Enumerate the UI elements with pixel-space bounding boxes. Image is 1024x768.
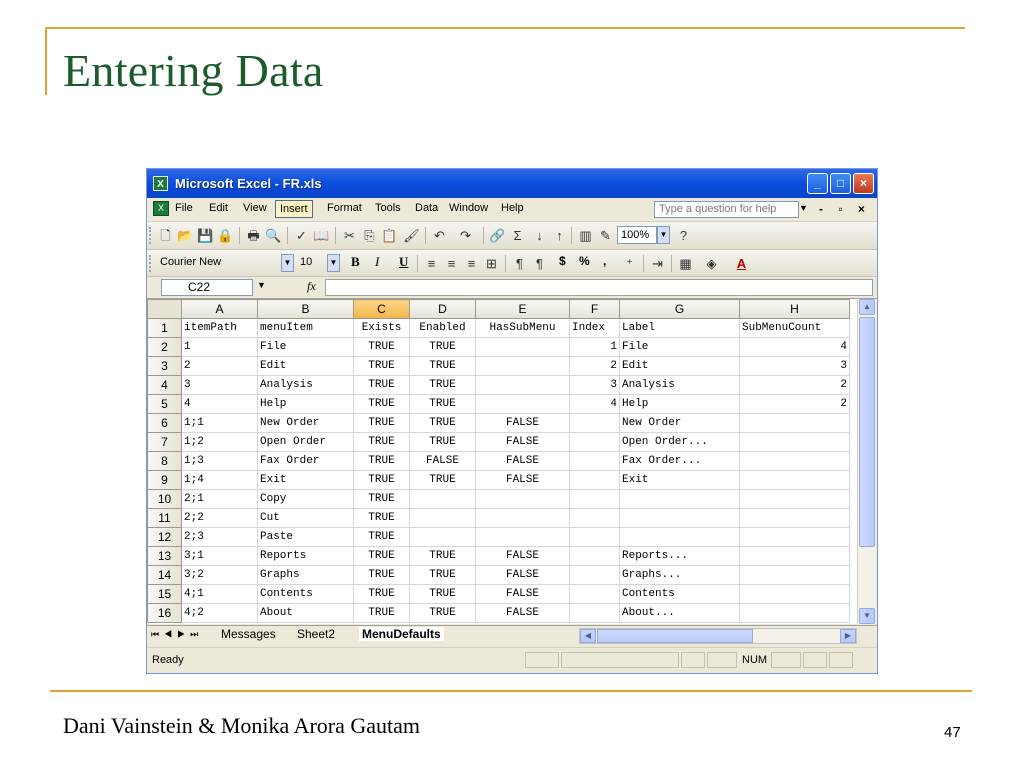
cell-c5[interactable]: TRUE [354,395,410,414]
toolbar-grip[interactable] [149,227,154,244]
scroll-down-icon[interactable]: ▼ [859,608,875,624]
cell-a2[interactable]: 1 [182,338,258,357]
cell-d8[interactable]: FALSE [410,452,476,471]
cell-g10[interactable] [620,490,740,509]
format-painter-icon[interactable]: 🖌 [403,228,420,243]
minimize-button[interactable]: _ [807,173,828,194]
cell-a6[interactable]: 1;1 [182,414,258,433]
cell-c1[interactable]: Exists [354,319,410,338]
sheet-tab-bar [147,625,877,646]
cell-h16[interactable] [740,604,850,623]
cell-b8[interactable]: Fax Order [258,452,354,471]
cell-d2[interactable]: TRUE [410,338,476,357]
cell-f9[interactable] [570,471,620,490]
drawing-icon[interactable]: ✎ [600,228,611,243]
cell-f1[interactable]: Index [570,319,620,338]
column-header-e[interactable]: E [476,300,570,319]
cell-g13[interactable]: Reports... [620,547,740,566]
cell-a3[interactable]: 2 [182,357,258,376]
workbook-window-controls[interactable]: - ▫ × [819,202,871,216]
cell-h1[interactable]: SubMenuCount [740,319,850,338]
cell-d6[interactable]: TRUE [410,414,476,433]
cell-d5[interactable]: TRUE [410,395,476,414]
status-cell [707,652,737,668]
cell-a9[interactable]: 1;4 [182,471,258,490]
cell-g6[interactable]: New Order [620,414,740,433]
status-cell [771,652,801,668]
cell-h12[interactable] [740,528,850,547]
menu-edit[interactable]: Edit [209,202,228,214]
chevron-down-icon[interactable]: ▼ [799,203,808,213]
currency-button[interactable]: $ [559,254,566,268]
cell-h15[interactable] [740,585,850,604]
bold-button[interactable]: B [351,254,360,269]
menu-data[interactable]: Data [415,202,439,214]
cell-d10[interactable] [410,490,476,509]
print-preview-icon[interactable]: 🔍 [265,228,282,243]
cell-a4[interactable]: 3 [182,376,258,395]
cell-d11[interactable] [410,509,476,528]
menu-help[interactable]: Help [501,202,524,214]
status-cell [803,652,827,668]
cell-a15[interactable]: 4;1 [182,585,258,604]
cell-e15[interactable]: FALSE [476,585,570,604]
table-row [148,395,850,414]
cell-e12[interactable] [476,528,570,547]
select-all-corner[interactable] [148,300,182,319]
cell-h7[interactable] [740,433,850,452]
toolbar-separator [287,227,288,244]
cell-d14[interactable]: TRUE [410,566,476,585]
menu-file[interactable]: File [175,202,193,214]
cell-c8[interactable]: TRUE [354,452,410,471]
cell-c14[interactable]: TRUE [354,566,410,585]
cell-d3[interactable]: TRUE [410,357,476,376]
cell-c2[interactable]: TRUE [354,338,410,357]
formatting-toolbar [147,250,877,277]
cell-a16[interactable]: 4;2 [182,604,258,623]
insert-function-icon[interactable]: fx [307,279,316,293]
cell-d16[interactable]: TRUE [410,604,476,623]
cell-e9[interactable]: FALSE [476,471,570,490]
comma-button[interactable]: , [603,254,607,268]
cut-icon[interactable]: ✂ [344,228,355,243]
toolbar-separator [239,227,240,244]
chevron-down-icon[interactable]: ▼ [657,226,670,244]
cell-c9[interactable]: TRUE [354,471,410,490]
cell-b16[interactable]: About [258,604,354,623]
cell-f15[interactable] [570,585,620,604]
cell-e8[interactable]: FALSE [476,452,570,471]
cell-c4[interactable]: TRUE [354,376,410,395]
cell-e5[interactable] [476,395,570,414]
cell-e10[interactable] [476,490,570,509]
cell-c7[interactable]: TRUE [354,433,410,452]
cell-g8[interactable]: Fax Order... [620,452,740,471]
cell-b2[interactable]: File [258,338,354,357]
cell-a8[interactable]: 1;3 [182,452,258,471]
cell-f13[interactable] [570,547,620,566]
cell-g5[interactable]: Help [620,395,740,414]
vertical-scrollbar[interactable] [857,299,876,624]
cell-c12[interactable]: TRUE [354,528,410,547]
permission-icon[interactable]: 🔒 [217,228,234,243]
chevron-down-icon[interactable]: ▼ [327,254,340,272]
table-row [148,490,850,509]
italic-button[interactable]: I [375,254,380,269]
column-header-d[interactable]: D [410,300,476,319]
table-row [148,433,850,452]
cell-a14[interactable]: 3;2 [182,566,258,585]
cell-g3[interactable]: Edit [620,357,740,376]
redo-icon[interactable]: ↷ [460,228,471,243]
fill-color-icon[interactable]: ◈ [706,256,717,271]
cell-g14[interactable]: Graphs... [620,566,740,585]
cell-d12[interactable] [410,528,476,547]
cell-e6[interactable]: FALSE [476,414,570,433]
cell-e1[interactable]: HasSubMenu [476,319,570,338]
table-row [148,338,850,357]
cell-b4[interactable]: Analysis [258,376,354,395]
chevron-down-icon[interactable]: ▼ [281,254,294,272]
cell-f16[interactable] [570,604,620,623]
row-header[interactable]: 5 [148,395,182,414]
align-right-icon[interactable]: ≡ [467,256,476,271]
cell-b5[interactable]: Help [258,395,354,414]
toolbar-separator [643,255,644,272]
table-row [148,604,850,623]
cell-f2[interactable]: 1 [570,338,620,357]
column-header-f[interactable]: F [570,300,620,319]
align-left-icon[interactable]: ≡ [427,256,436,271]
toolbar-grip[interactable] [149,255,154,272]
cell-a11[interactable]: 2;2 [182,509,258,528]
cell-h9[interactable] [740,471,850,490]
table-row [148,376,850,395]
indent-icon[interactable]: ⇥ [652,256,663,271]
cell-f14[interactable] [570,566,620,585]
cell-c6[interactable]: TRUE [354,414,410,433]
tab-sheet2[interactable]: Sheet2 [297,627,336,641]
column-header-a[interactable]: A [182,300,258,319]
cell-c13[interactable]: TRUE [354,547,410,566]
standard-toolbar [147,222,877,250]
workbook-icon[interactable]: X [153,201,169,216]
scroll-left-icon[interactable]: ◀ [580,629,596,643]
help-icon[interactable]: ? [679,228,688,243]
cell-a7[interactable]: 1;2 [182,433,258,452]
new-document-icon[interactable]: 🗋 [160,228,171,243]
cell-b12[interactable]: Paste [258,528,354,547]
rtl-icon[interactable]: ¶ [536,256,543,271]
table-row [148,414,850,433]
worksheet-table [147,299,850,623]
status-num: NUM [742,654,768,666]
zoom-select[interactable]: 100% [617,226,657,244]
column-header-b[interactable]: B [258,300,354,319]
cell-e7[interactable]: FALSE [476,433,570,452]
cell-g1[interactable]: Label [620,319,740,338]
cell-f12[interactable] [570,528,620,547]
table-row [148,509,850,528]
cell-c10[interactable]: TRUE [354,490,410,509]
slide-number: 47 [944,724,961,741]
tab-menudefaults[interactable]: MenuDefaults [359,627,444,641]
column-header-h[interactable]: H [740,300,850,319]
cell-f8[interactable] [570,452,620,471]
cell-g11[interactable] [620,509,740,528]
status-bar [147,647,877,673]
window-title: Microsoft Excel - FR.xls [175,176,322,191]
sort-descending-icon[interactable]: ↑ [556,228,563,243]
table-row [148,566,850,585]
row-header[interactable]: 14 [148,566,182,585]
undo-icon[interactable]: ↶ [434,228,445,243]
menu-tools[interactable]: Tools [375,202,401,214]
cell-f4[interactable]: 3 [570,376,620,395]
cell-g7[interactable]: Open Order... [620,433,740,452]
cell-c16[interactable]: TRUE [354,604,410,623]
cell-d13[interactable]: TRUE [410,547,476,566]
cell-b11[interactable]: Cut [258,509,354,528]
cell-h14[interactable] [740,566,850,585]
hyperlink-icon[interactable]: 🔗 [489,228,506,243]
cell-f3[interactable]: 2 [570,357,620,376]
menu-window[interactable]: Window [449,202,489,214]
table-row [148,547,850,566]
tab-messages[interactable]: Messages [221,627,276,641]
cell-g15[interactable]: Contents [620,585,740,604]
cell-d9[interactable]: TRUE [410,471,476,490]
cell-d15[interactable]: TRUE [410,585,476,604]
cell-f11[interactable] [570,509,620,528]
sort-ascending-icon[interactable]: ↓ [536,228,543,243]
status-cell [681,652,705,668]
column-header-c[interactable]: C [354,300,410,319]
toolbar-separator [425,227,426,244]
title-bar[interactable] [147,169,877,198]
toolbar-separator [483,227,484,244]
row-header[interactable]: 13 [148,547,182,566]
row-header[interactable]: 4 [148,376,182,395]
toolbar-separator [671,255,672,272]
table-row [148,528,850,547]
cell-h10[interactable] [740,490,850,509]
chart-wizard-icon[interactable]: ▥ [579,228,592,243]
paste-icon[interactable]: 📋 [381,228,398,243]
vertical-scroll-thumb[interactable] [859,317,875,547]
status-ready: Ready [152,654,184,666]
row-header[interactable]: 2 [148,338,182,357]
cell-e13[interactable]: FALSE [476,547,570,566]
row-header[interactable]: 11 [148,509,182,528]
scroll-up-icon[interactable]: ▲ [859,299,875,315]
formula-bar [147,277,877,299]
cell-h5[interactable]: 2 [740,395,850,414]
research-icon[interactable]: 📖 [313,228,330,243]
cell-g2[interactable]: File [620,338,740,357]
slide-title: Entering Data [63,45,324,96]
cell-c11[interactable]: TRUE [354,509,410,528]
cell-b1[interactable]: menuItem [258,319,354,338]
row-header[interactable]: 1 [148,319,182,338]
menu-insert[interactable]: Insert [275,200,313,218]
cell-b9[interactable]: Exit [258,471,354,490]
row-header[interactable]: 10 [148,490,182,509]
percent-button[interactable]: % [579,254,590,268]
toolbar-separator [335,227,336,244]
slide-bottom-rule [50,690,972,692]
row-header[interactable]: 16 [148,604,182,623]
cell-h4[interactable]: 2 [740,376,850,395]
cell-a13[interactable]: 3;1 [182,547,258,566]
maximize-button[interactable]: □ [830,173,851,194]
help-question-input[interactable]: Type a question for help [654,201,799,218]
cell-f5[interactable]: 4 [570,395,620,414]
cell-e2[interactable] [476,338,570,357]
horizontal-scroll-thumb[interactable] [597,629,753,643]
excel-window [147,169,877,673]
menu-bar [147,198,877,222]
cell-e4[interactable] [476,376,570,395]
cell-h13[interactable] [740,547,850,566]
slide-footer: Dani Vainstein & Monika Arora Gautam [63,713,421,738]
cell-b13[interactable]: Reports [258,547,354,566]
font-size-select[interactable]: 10 [300,256,313,268]
status-cell [561,652,679,668]
cell-d4[interactable]: TRUE [410,376,476,395]
cell-f7[interactable] [570,433,620,452]
scroll-right-icon[interactable]: ▶ [840,629,856,643]
cell-h6[interactable] [740,414,850,433]
table-row [148,452,850,471]
table-row [148,471,850,490]
cell-b15[interactable]: Contents [258,585,354,604]
row-header[interactable]: 12 [148,528,182,547]
status-cell [525,652,559,668]
cell-h8[interactable] [740,452,850,471]
toolbar-separator [417,255,418,272]
cell-c15[interactable]: TRUE [354,585,410,604]
menu-format[interactable]: Format [327,202,362,214]
menu-view[interactable]: View [243,202,267,214]
row-header[interactable]: 6 [148,414,182,433]
borders-icon[interactable]: ▦ [679,256,692,271]
cell-g16[interactable]: About... [620,604,740,623]
cell-h3[interactable]: 3 [740,357,850,376]
row-header[interactable]: 7 [148,433,182,452]
font-name-select[interactable]: Courier New [160,256,222,268]
table-row [148,319,850,338]
cell-f6[interactable] [570,414,620,433]
cell-e14[interactable]: FALSE [476,566,570,585]
underline-button[interactable]: U [399,254,409,269]
slide-left-rule [45,27,47,95]
cell-c3[interactable]: TRUE [354,357,410,376]
slide-top-rule [47,27,965,29]
toolbar-separator [571,227,572,244]
cell-a5[interactable]: 4 [182,395,258,414]
table-row [148,357,850,376]
open-folder-icon[interactable]: 📂 [177,228,194,243]
cell-f10[interactable] [570,490,620,509]
close-button[interactable]: × [853,173,874,194]
tab-navigation-icons[interactable]: ⏮◀▶⏭ [151,629,204,639]
column-header-g[interactable]: G [620,300,740,319]
excel-icon[interactable]: X [153,176,168,191]
copy-icon[interactable]: ⎘ [364,228,375,243]
cell-b3[interactable]: Edit [258,357,354,376]
cell-h11[interactable] [740,509,850,528]
cell-b10[interactable]: Copy [258,490,354,509]
name-box[interactable]: C22 [161,279,253,296]
cell-g4[interactable]: Analysis [620,376,740,395]
cell-a12[interactable]: 2;3 [182,528,258,547]
worksheet-grid[interactable] [147,299,857,624]
row-header[interactable]: 3 [148,357,182,376]
font-color-icon[interactable]: A [736,256,747,271]
spelling-icon[interactable]: ✓ [296,228,307,243]
ltr-icon[interactable]: ¶ [516,256,523,271]
cell-b7[interactable]: Open Order [258,433,354,452]
row-header[interactable]: 15 [148,585,182,604]
save-icon[interactable]: 💾 [197,228,214,243]
chevron-down-icon[interactable]: ▼ [257,280,266,290]
row-header[interactable]: 9 [148,471,182,490]
cell-e16[interactable]: FALSE [476,604,570,623]
cell-d1[interactable]: Enabled [410,319,476,338]
merge-center-icon[interactable]: ⊞ [486,256,497,271]
print-icon[interactable]: 🖶 [247,228,260,243]
align-center-icon[interactable]: ≡ [447,256,456,271]
cell-g9[interactable]: Exit [620,471,740,490]
cell-e3[interactable] [476,357,570,376]
cell-b14[interactable]: Graphs [258,566,354,585]
toolbar-separator [505,255,506,272]
cell-a1[interactable]: itemPath [182,319,258,338]
horizontal-scrollbar[interactable] [579,628,857,644]
cell-e11[interactable] [476,509,570,528]
table-row [148,585,850,604]
autosum-icon[interactable]: Σ [513,228,522,243]
row-header[interactable]: 8 [148,452,182,471]
cell-a10[interactable]: 2;1 [182,490,258,509]
status-cell [829,652,853,668]
increase-decimal-icon[interactable]: ⁺ [626,256,633,271]
formula-input[interactable] [325,279,873,296]
cell-g12[interactable] [620,528,740,547]
cell-b6[interactable]: New Order [258,414,354,433]
cell-h2[interactable]: 4 [740,338,850,357]
cell-d7[interactable]: TRUE [410,433,476,452]
